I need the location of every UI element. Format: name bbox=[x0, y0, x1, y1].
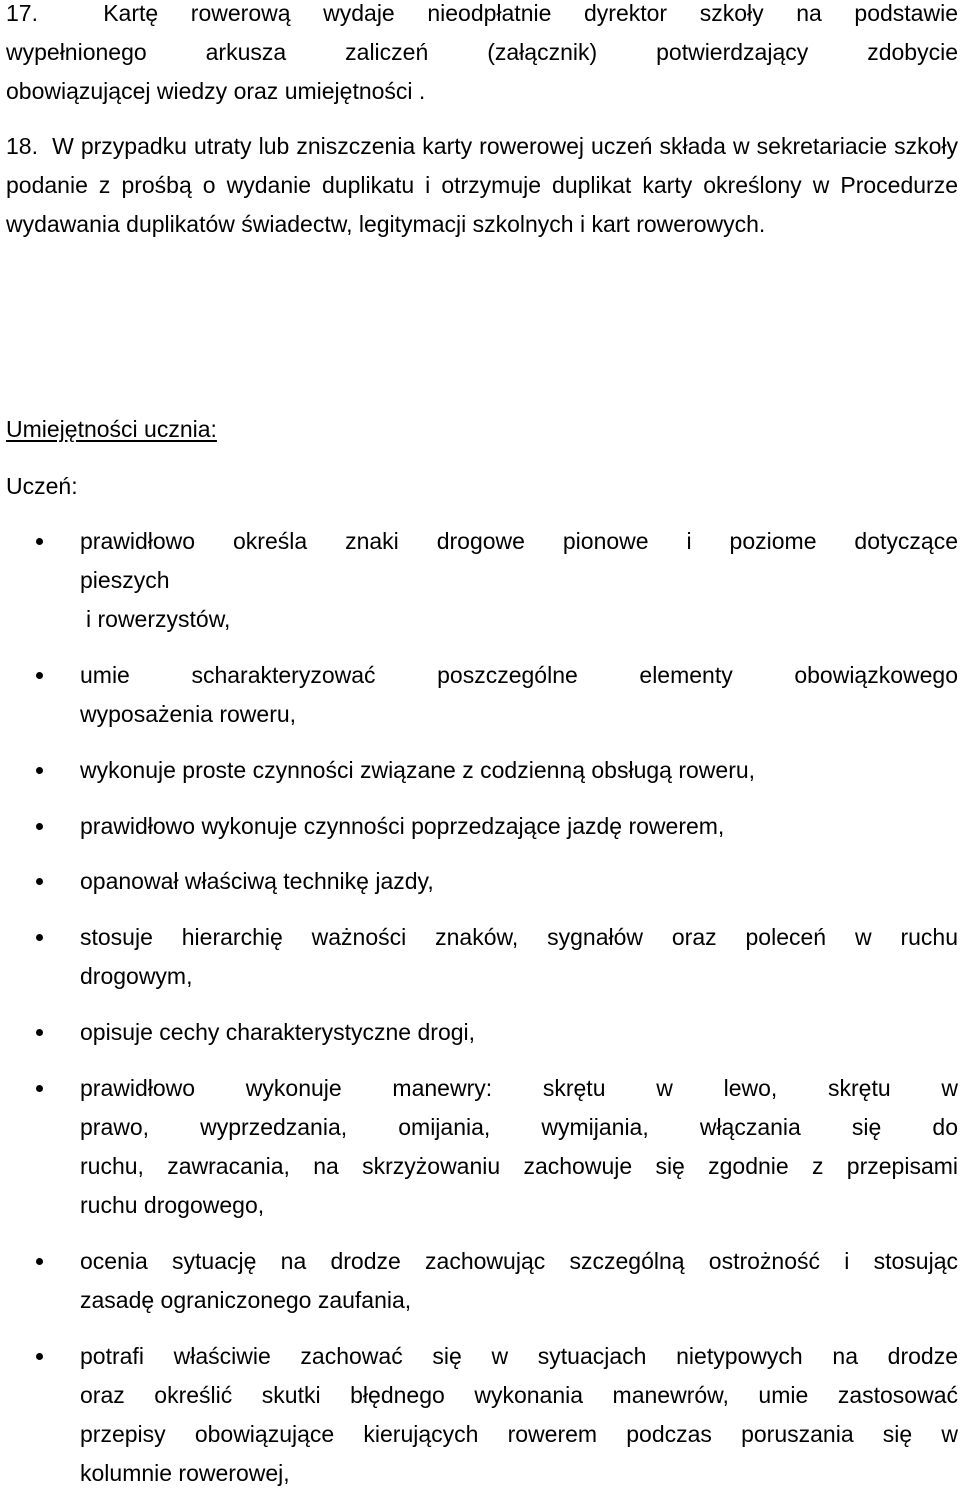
list-item bbox=[80, 807, 958, 846]
bullet-icon bbox=[36, 1085, 43, 1092]
bullet-icon bbox=[36, 934, 43, 941]
list-item-line: prawidłowo wykonuje manewry: skrętu w lewo, skrętu w bbox=[80, 1075, 958, 1101]
list-item-line: i rowerzystów, bbox=[86, 606, 231, 632]
list-item bbox=[80, 1337, 958, 1493]
bullet-icon bbox=[36, 878, 43, 885]
list-item bbox=[80, 522, 958, 639]
bullet-icon bbox=[36, 767, 43, 774]
list-item-line: prawo, wyprzedzania, omijania, wymijania, włączania się do bbox=[80, 1114, 958, 1140]
list-item bbox=[80, 656, 958, 734]
paragraph-18-text: W przypadku utraty lub zniszczenia karty rowerowej uczeń składa w sekretariacie szkoły podanie z prośbą o wydanie duplikatu i otrzymuje duplikat karty określony w Procedurze wydawania duplikatów świadectw, legitymacji szkolnych i kart rowerowych. bbox=[6, 133, 958, 237]
list-item-line: umie scharakteryzować poszczególne elementy obowiązkowego bbox=[80, 662, 958, 688]
list-item bbox=[80, 1069, 958, 1225]
list-item-line: opanował właściwą technikę jazdy, bbox=[80, 868, 434, 894]
paragraph-18 bbox=[6, 127, 958, 244]
list-item-line: prawidłowo wykonuje czynności poprzedzające jazdę rowerem, bbox=[80, 813, 725, 839]
bullet-icon bbox=[36, 538, 43, 545]
list-item-line: kolumnie rowerowej, bbox=[80, 1460, 290, 1486]
list-item-line: drogowym, bbox=[80, 963, 193, 989]
paragraph-17-line-2: wypełnionego arkusza zaliczeń (załącznik) potwierdzający zdobycie bbox=[6, 39, 958, 65]
list-item-line: przepisy obowiązujące kierujących rowerem podczas poruszania się w bbox=[80, 1421, 958, 1447]
list-item-line: zasadę ograniczonego zaufania, bbox=[80, 1287, 412, 1313]
paragraph-17-number: 17. bbox=[6, 0, 38, 26]
bullet-icon bbox=[36, 672, 43, 679]
bullet-icon bbox=[36, 1029, 43, 1036]
list-item bbox=[80, 918, 958, 996]
bullet-icon bbox=[36, 1353, 43, 1360]
list-item-line: oraz określić skutki błędnego wykonania manewrów, umie zastosować bbox=[80, 1382, 958, 1408]
paragraph-17-line-3: obowiązującej wiedzy oraz umiejętności . bbox=[6, 78, 426, 104]
list-item-line: ruchu drogowego, bbox=[80, 1192, 265, 1218]
list-item-line: ruchu, zawracania, na skrzyżowaniu zachowuje się zgodnie z przepisami bbox=[80, 1153, 958, 1179]
list-item bbox=[80, 862, 958, 901]
list-item-line: prawidłowo określa znaki drogowe pionowe i poziome dotyczące bbox=[80, 528, 958, 554]
paragraph-17 bbox=[6, 0, 958, 111]
list-item bbox=[80, 1242, 958, 1320]
list-item bbox=[80, 751, 958, 790]
list-item-line: opisuje cechy charakterystyczne drogi, bbox=[80, 1019, 476, 1045]
list-item bbox=[80, 1013, 958, 1052]
paragraph-18-number: 18. bbox=[6, 133, 38, 159]
list-item-line: wyposażenia roweru, bbox=[80, 701, 297, 727]
bullet-icon bbox=[36, 823, 43, 830]
skills-heading: Umiejętności ucznia: bbox=[6, 416, 217, 442]
list-item-line: wykonuje proste czynności związane z codzienną obsługą roweru, bbox=[80, 757, 756, 783]
bullet-icon bbox=[36, 1258, 43, 1265]
student-label: Uczeń: bbox=[6, 473, 78, 499]
list-item-line: potrafi właściwie zachować się w sytuacjach nietypowych na drodze bbox=[80, 1343, 958, 1369]
list-item-line: pieszych bbox=[80, 567, 170, 593]
list-item-line: ocenia sytuację na drodze zachowując szczególną ostrożność i stosując bbox=[80, 1248, 958, 1274]
paragraph-17-text-line-1: Kartę rowerową wydaje nieodpłatnie dyrektor szkoły na podstawie bbox=[103, 0, 958, 26]
list-item-line: stosuje hierarchię ważności znaków, sygnałów oraz poleceń w ruchu bbox=[80, 924, 958, 950]
paragraph-17-line-1 bbox=[6, 0, 958, 33]
